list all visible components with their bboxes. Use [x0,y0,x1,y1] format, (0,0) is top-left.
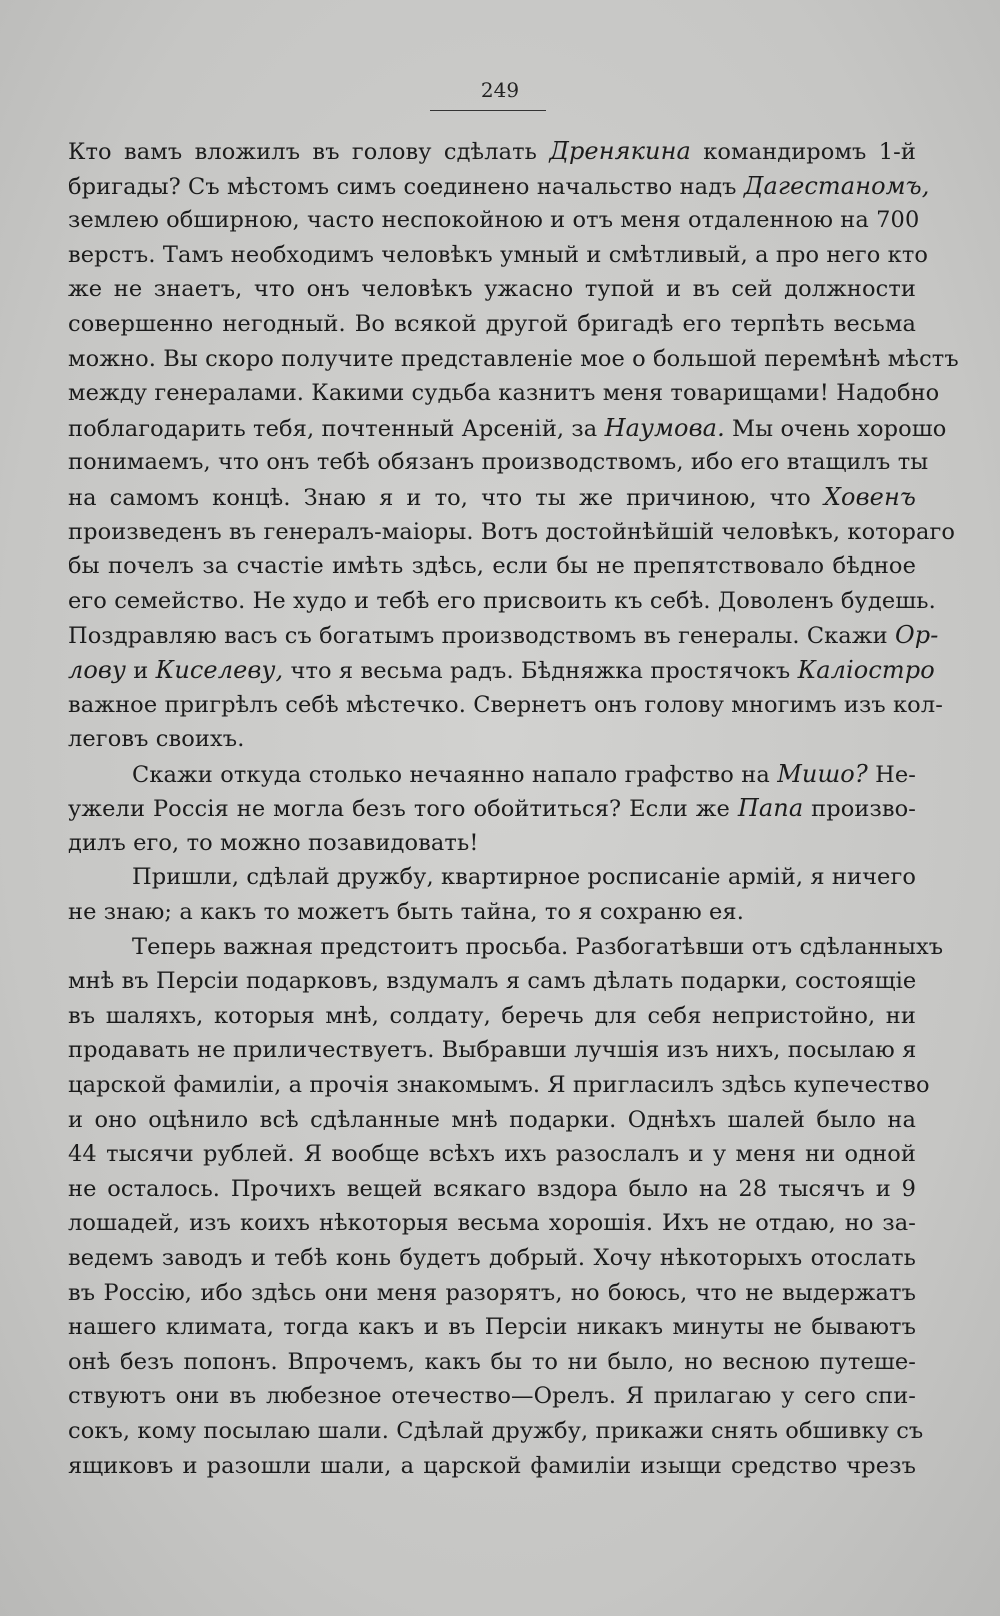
text-line [68,411,947,446]
text-run: въ Россію, ибо здѣсь они меня разорятъ, но боюсь, что не выдержатъ [68,1279,916,1306]
text-run: ведемъ заводъ и тебѣ конь будетъ добрый. Хочу нѣкоторыхъ отослать [68,1245,916,1271]
italic-name: Каліостро [797,655,935,684]
text-line [68,895,916,930]
italic-name: Ор- [894,621,939,650]
text-line [68,342,959,377]
text-line [68,584,936,619]
text-run: совершенно негодный. Во всякой другой бригадѣ его терпѣть весьма [68,310,916,337]
text-run: Пришли, сдѣлай дружбу, квартирное росписаніе армій, я ничего [132,864,916,891]
text-run: на самомъ концѣ. Знаю я и то, что ты же причиною, что [68,484,824,511]
text-line [68,1449,916,1484]
text-run: поблагодарить тебя, почтенный Арсеній, за [68,415,605,442]
italic-name: Киселеву, [155,655,284,684]
text-line [68,1276,916,1311]
text-line [68,169,930,204]
text-run: же не знаетъ, что онъ человѣкъ ужасно тупой и въ сей должности [68,276,916,303]
italic-name: Мишо? [777,759,868,788]
italic-name: Папа [737,794,804,823]
text-run: Скажи откуда столько нечаянно напало графство на [132,761,778,788]
text-line [68,688,943,723]
text-run: верстъ. Тамъ необходимъ человѣкъ умный и смѣтливый, а про него кто [68,241,929,268]
text-line [68,722,916,757]
text-run: ящиковъ и разошли шали, а царской фамиліи изыщи средство чрезъ [68,1452,916,1479]
text-line [68,930,944,965]
text-run: дилъ его, то можно позавидовать! [68,829,479,856]
text-run: не осталось. Прочихъ вещей всякаго вздора было на 28 тысячъ и 9 [68,1175,916,1202]
text-run: Теперь важная предстоитъ просьба. Разбогатѣвши отъ сдѣланныхъ [132,933,944,960]
text-run: Мы очень хорошо [724,415,947,442]
text-run: ужели Россія не могла безъ того обойтиться? Если же [68,796,738,823]
text-run: Кто вамъ вложилъ въ голову сдѣлать [68,139,550,165]
text-line [68,1033,916,1068]
text-line [68,860,916,895]
text-line [68,964,916,999]
text-run: можно. Вы скоро получите представленіе мое о большой перемѣнѣ мѣстъ [68,345,959,372]
text-line [68,1068,930,1103]
text-line [68,480,916,515]
text-run: ствуютъ они въ любезное отечество—Орелъ. Я прилагаю у сего спи- [68,1383,916,1410]
text-line [68,999,916,1034]
text-line [68,1241,916,1276]
text-line [68,307,916,342]
text-run: важное пригрѣлъ себѣ мѣстечко. Свернетъ онъ голову многимъ изъ кол- [68,691,943,718]
body-text [68,134,959,1483]
text-run: онѣ безъ попонъ. Впрочемъ, какъ бы то ни было, но весною путеше- [68,1348,916,1375]
text-run: бы почелъ за счастіе имѣть здѣсь, если бы не препятствовало бѣдное [68,553,916,580]
italic-name: Дагестаномъ, [743,171,930,200]
text-run: и [126,657,156,684]
text-line [68,757,916,792]
text-line [68,238,929,273]
text-line [68,134,916,169]
text-run: сокъ, кому посылаю шали. Сдѣлай дружбу, прикажи снять обшивку съ [68,1417,924,1444]
text-run: командиромъ 1-й [690,139,916,165]
text-line [68,376,940,411]
text-line [68,203,920,238]
text-run: Поздравляю васъ съ богатымъ производствомъ въ генералы. Скажи [68,623,895,650]
text-run: бригады? Съ мѣстомъ симъ соединено начальство надъ [68,173,744,200]
text-run: лошадей, изъ коихъ нѣкоторыя весьма хорошія. Ихъ не отдаю, но за- [68,1210,916,1237]
text-run: Не- [867,761,916,788]
text-line [68,826,916,861]
text-line [68,1137,916,1172]
text-line [68,653,935,688]
text-run: царской фамиліи, а прочія знакомымъ. Я пригласилъ здѣсь купечество [68,1072,930,1099]
page-number: 249 [480,78,520,102]
text-line [68,549,916,584]
text-run: нашего климата, тогда какъ и въ Персіи никакъ минуты не бываютъ [68,1314,916,1341]
text-run: землею обширною, часто неспокойною и отъ меня отдаленною на 700 [68,207,920,234]
text-line [68,272,916,307]
text-line [68,1310,916,1345]
italic-name: Дренякина [549,137,691,165]
text-run: его семейство. Не худо и тебѣ его присвоить къ себѣ. Доволенъ будешь. [68,587,936,614]
text-run: не знаю; а какъ то можетъ быть тайна, то я сохраню ея. [68,899,744,926]
text-run: и оно оцѣнило всѣ сдѣланные мнѣ подарки. Однѣхъ шалей было на [68,1106,916,1133]
text-run: произво- [803,796,916,823]
text-run: леговъ своихъ. [68,726,245,753]
italic-name: Наумова. [604,413,725,442]
text-line [68,1103,916,1138]
text-line [68,515,955,550]
text-line [68,1414,924,1449]
text-line [68,1379,916,1414]
text-run: мнѣ въ Персіи подарковъ, вздумалъ я самъ дѣлать подарки, состоящіе [68,968,917,995]
text-run: продавать не приличествуетъ. Выбравши лучшія изъ нихъ, посылаю я [68,1037,917,1064]
text-run: произведенъ въ генералъ-маіоры. Вотъ достойнѣйшій человѣкъ, котораго [68,518,955,545]
text-run: что я весьма радъ. Бѣдняжка простячокъ [283,657,798,684]
text-run: 44 тысячи рублей. Я вообще всѣхъ ихъ разослалъ и у меня ни одной [68,1141,916,1168]
text-line [68,445,929,480]
text-line [68,791,916,826]
italic-name: лову [68,655,127,684]
text-run: между генералами. Какими судьба казнитъ меня товарищами! Надобно [68,380,940,407]
page-number-rule [430,110,546,111]
text-run: понимаемъ, что онъ тебѣ обязанъ производствомъ, ибо его втащилъ ты [68,449,929,476]
text-line [68,1345,916,1380]
italic-name: Ховенъ [823,482,916,511]
text-line [68,1172,916,1207]
text-run: въ шаляхъ, которыя мнѣ, солдату, беречь для себя непристойно, ни [68,1002,916,1029]
text-line [68,618,939,653]
text-line [68,1206,916,1241]
